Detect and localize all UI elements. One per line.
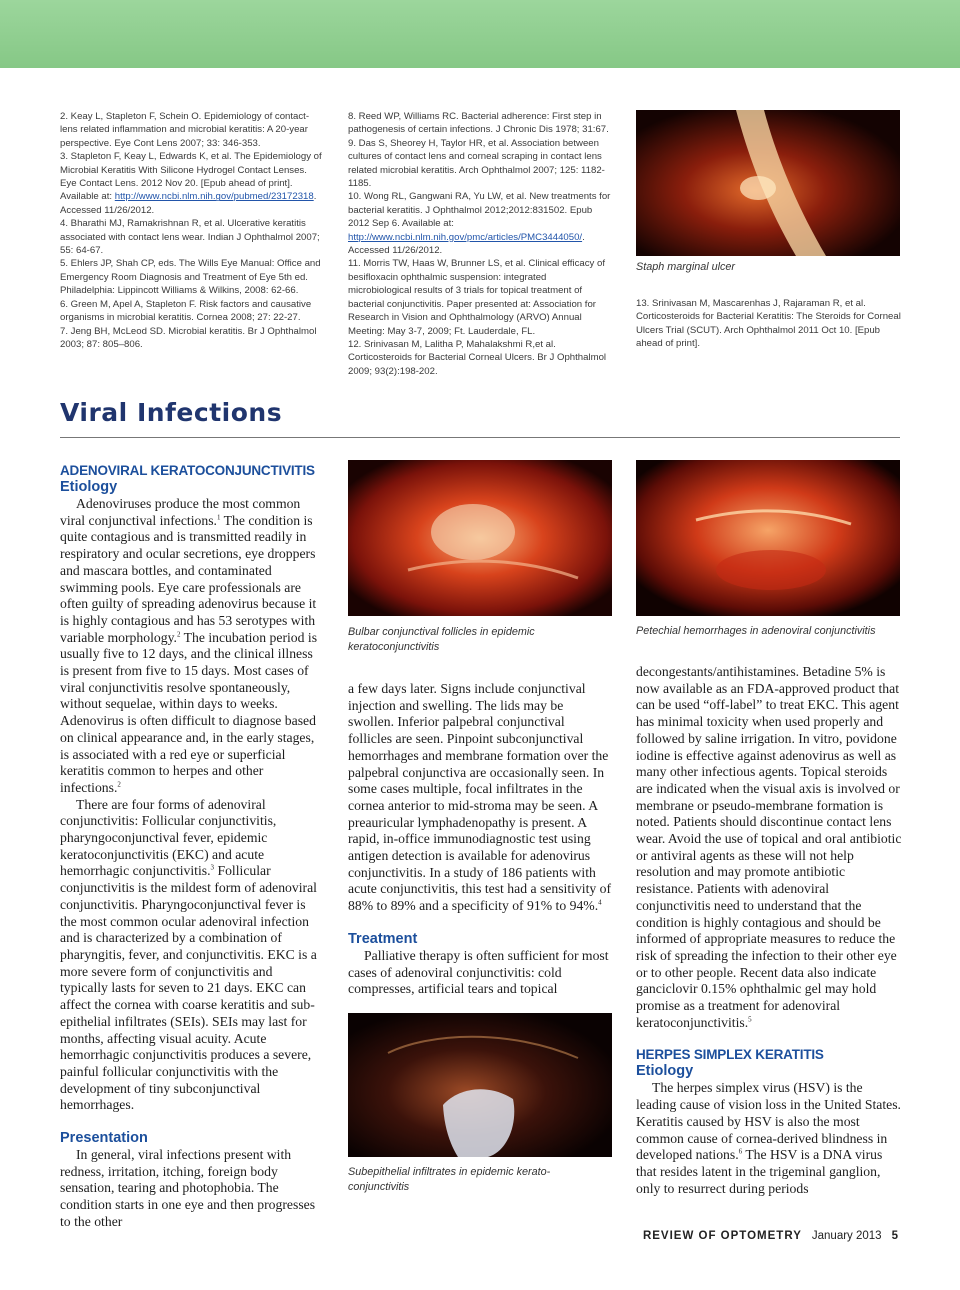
reference-item: 10. Wong RL, Gangwani RA, Yu LW, et al. New treatments for bacterial keratitis. J Ophthalmol 2012;2012:831502. Epub 2012 Sep 6. Available at: http://www.ncbi.nlm.nih.gov/pmc/articles/PMC3444050/. Accessed 11/26/2012. bbox=[348, 191, 611, 257]
paragraph: Palliative therapy is often sufficient for most cases of adenoviral conjunctivitis: cold compresses, artificial tears and topical bbox=[348, 947, 609, 997]
paragraph: a few days later. Signs include conjunctival injection and swelling. The lids may be swollen. Inferior palpebral conjunctival follicles are seen. Pinpoint subconjunctival hemorrhages and membrane formation over the palpebral conjunctiva are occasionally seen. In some cases multiple, focal infiltrates in the cornea anterior to mid-stroma may be seen. A preauricular lymphadenopathy is present. A rapid, in-office immunodiagnostic test using antigen detection is available for adenovirus conjunctivitis. In a study of 186 patients with acute conjunctivitis, this test had a sensitivity of 88% to 89% and a specificity of 91% to 94%.$^4$ bbox=[348, 681, 612, 914]
adenoviral-heading: ADENOVIRAL KERATOCONJUNCTIVITIS bbox=[60, 463, 315, 478]
paragraph: Adenoviruses produce the most common viral conjunctival infections.$^1$ The condition is quite contagious and is transmitted readily in respiratory and ocular secretions, eye droppers and mascara bottles, and contaminated swimming pools. Eye care professionals are often guilty of spreading adenovirus because it is highly contagious and has 53 serotypes with variable morphology.$^2$ The incubation period is usually five to 12 days, and the clinical illness is present from five to 15 days. Most cases of viral conjunctivitis resolve spontaneously, without sequelae, within days to weeks. Adenovirus is often difficult to diagnose based on clinical appearance and, in the early stages, is associated with a red eye or superficial keratitis common to herpes and other infections.$^2$ bbox=[60, 496, 318, 795]
bulbar-follicles-photo bbox=[348, 460, 612, 616]
petechial-hemorrhage-photo bbox=[636, 460, 900, 616]
references-column-2 bbox=[348, 110, 612, 378]
article-column-2 bbox=[348, 681, 612, 998]
reference-item: 8. Reed WP, Williams RC. Bacterial adherence: First step in pathogenesis of certain infections. J Chronic Dis 1978; 31:67. bbox=[348, 111, 609, 136]
caption-staph: Staph marginal ulcer bbox=[636, 261, 736, 273]
caption-petechial: Petechial hemorrhages in adenoviral conjunctivitis bbox=[636, 625, 876, 637]
reference-item: 4. Bharathi MJ, Ramakrishnan R, et al. Ulcerative keratitis associated with contact lens wear. Indian J Ophthalmol 2007; 55: 64-67. bbox=[60, 218, 320, 257]
page-number: 5 bbox=[891, 1230, 898, 1242]
references-column-1 bbox=[60, 110, 322, 351]
reference-item: 5. Ehlers JP, Shah CP, eds. The Wills Eye Manual: Office and Emergency Room Diagnosis and Treatment of Eye 5th ed. Philadelphia: Lippincott Williams & Wilkins, 2008: 62-66. bbox=[60, 258, 321, 297]
reference-item: 12. Srinivasan M, Lalitha P, Mahalakshmi R,et al. Corticosteroids for Bacterial Corneal Ulcers. Br J Ophthalmol 2009; 93(2):198-202. bbox=[348, 338, 607, 377]
magazine-name: REVIEW OF OPTOMETRY bbox=[642, 1230, 802, 1242]
reference-item: 9. Das S, Sheorey H, Taylor HR, et al. Association between cultures of contact lens and corneal scraping in contact lens related microbial keratitis. Arch Ophthalmol 2007; 125: 1182-1185. bbox=[348, 137, 605, 190]
paragraph: decongestants/antihistamines. Betadine 5% is now available as an FDA-approved product that can be used “off-label” to treat EKC. This agent has minimal toxicity when used properly and followed by saline irrigation. In vitro, povidone iodine is effective against adenovirus as well as many other infectious agents. Topical steroids are indicated when the visual axis is involved or membrane or pseudo-membrane formation is noted. Patients should discontinue contact lens wear. Avoid the use of topical and oral antibiotic or antiviral agents as these will not help resolution and may promote antibiotic resistance. Patients with adenoviral conjunctivitis need to understand that the condition is highly contagious and should be informed of appropriate measures to reduce the risk of spreading the infection to their other eye or to other people. Recent data also indicate ganciclovir 0.15% ophthalmic gel may hold promise as a treatment for adenoviral keratoconjunctivitis.$^5$ bbox=[636, 664, 902, 1030]
paragraph: In general, viral infections present with redness, irritation, itching, foreign body sensation, tearing and photophobia. The condition starts in one eye and then progresses to the other bbox=[60, 1147, 316, 1229]
paragraph: The herpes simplex virus (HSV) is the leading cause of vision loss in the United States. Keratitis caused by HSV is also the most common cause of cornea-derived blindness in developed nations.$^6$ The HSV is a DNA virus that resides latent in the trigeminal ganglion, only to resurrect during periods bbox=[636, 1080, 901, 1196]
reference-item: 11. Morris TW, Haas W, Brunner LS, et al. Clinical efficacy of besifloxacin ophthalmic suspension: integrated microbiological results of 3 trials for topical treatment of bacterial conjunctivitis. Paper presented at: Association for Research in Vision and Ophthalmology (ARVO) Annual Meeting: May 3-7, 2009; Ft. Lauderdale, FL. bbox=[348, 258, 605, 337]
reference-item: 7. Jeng BH, McLeod SD. Microbial keratitis. Br J Ophthalmol 2003; 87: 805–806. bbox=[60, 325, 317, 350]
etiology-heading: Etiology bbox=[60, 479, 118, 495]
article-column-1 bbox=[60, 463, 322, 1231]
reference-item: 13. Srinivasan M, Mascarenhas J, Rajaraman R, et al. Corticosteroids for Bacterial Keratitis: The Steroids for Corneal Ulcers Trial (SCUT). Arch Ophthalmol 2011 Oct 10. [Epub ahead of print]. bbox=[636, 298, 901, 350]
section-title: Viral Infections bbox=[60, 398, 283, 427]
issue-date: January 2013 bbox=[811, 1230, 882, 1242]
staph-ulcer-photo bbox=[636, 110, 900, 256]
caption-subepithelial: Subepithelial infiltrates in epidemic kerato-conjunctivitis bbox=[348, 1166, 551, 1193]
reference-item: 3. Stapleton F, Keay L, Edwards K, et al. The Epidemiology of Microbial Keratitis With Silicone Hydrogel Contact Lenses. Eye Contact Lens. 2012 Nov 20. [Epub ahead of print]. Available at: http://www.ncbi.nlm.nih.gov/pubmed/23172318. Accessed 11/26/2012. bbox=[60, 151, 322, 216]
subepithelial-infiltrates-photo bbox=[348, 1013, 612, 1157]
paragraph: There are four forms of adenoviral conjunctivitis: Follicular conjunctivitis, pharyngoconjunctival fever, epidemic keratoconjunctivitis (EKC) and acute hemorrhagic conjunctivitis.$^3$ Follicular conjunctivitis is the mildest form of adenoviral conjunctivitis. Pharyngoconjunctival fever is the most common ocular adenoviral infection and is characterized by a combination of pharyngitis, fever, and conjunctivitis. EKC is a more severe form of conjunctivitis and typically lasts for seven to 21 days. EKC can affect the cornea with coarse keratitis and sub-epithelial infiltrates (SEIs). SEIs may last for months, affecting visual acuity. Acute hemorrhagic conjunctivitis produces a severe, painful follicular conjunctivitis with the development of tiny subconjunctival hemorrhages. bbox=[60, 796, 317, 1113]
reference-link[interactable]: http://www.ncbi.nlm.nih.gov/pubmed/23172318 bbox=[114, 191, 314, 203]
section-divider bbox=[60, 437, 900, 438]
presentation-heading: Presentation bbox=[60, 1130, 148, 1147]
article-column-3 bbox=[636, 664, 902, 1197]
header-band bbox=[0, 0, 960, 68]
page-footer bbox=[643, 1230, 898, 1242]
reference-link[interactable]: http://www.ncbi.nlm.nih.gov/pmc/articles/PMC3444050/ bbox=[348, 231, 583, 243]
reference-item: 2. Keay L, Stapleton F, Schein O. Epidemiology of contact-lens related inflammation and microbial keratitis: A 20-year perspective. Eye Cont Lens 2007; 33: 346-353. bbox=[60, 111, 310, 149]
herpes-heading: HERPES SIMPLEX KERATITIS bbox=[636, 1047, 824, 1063]
treatment-heading: Treatment bbox=[348, 930, 418, 947]
references-column-3 bbox=[636, 297, 902, 351]
reference-item: 6. Green M, Apel A, Stapleton F. Risk factors and causative organisms in microbial keratitis. Cornea 2008; 27: 22-27. bbox=[60, 298, 312, 324]
herpes-etiology-heading: Etiology bbox=[636, 1063, 694, 1080]
caption-bulbar: Bulbar conjunctival follicles in epidemic keratoconjunctivitis bbox=[348, 626, 535, 653]
